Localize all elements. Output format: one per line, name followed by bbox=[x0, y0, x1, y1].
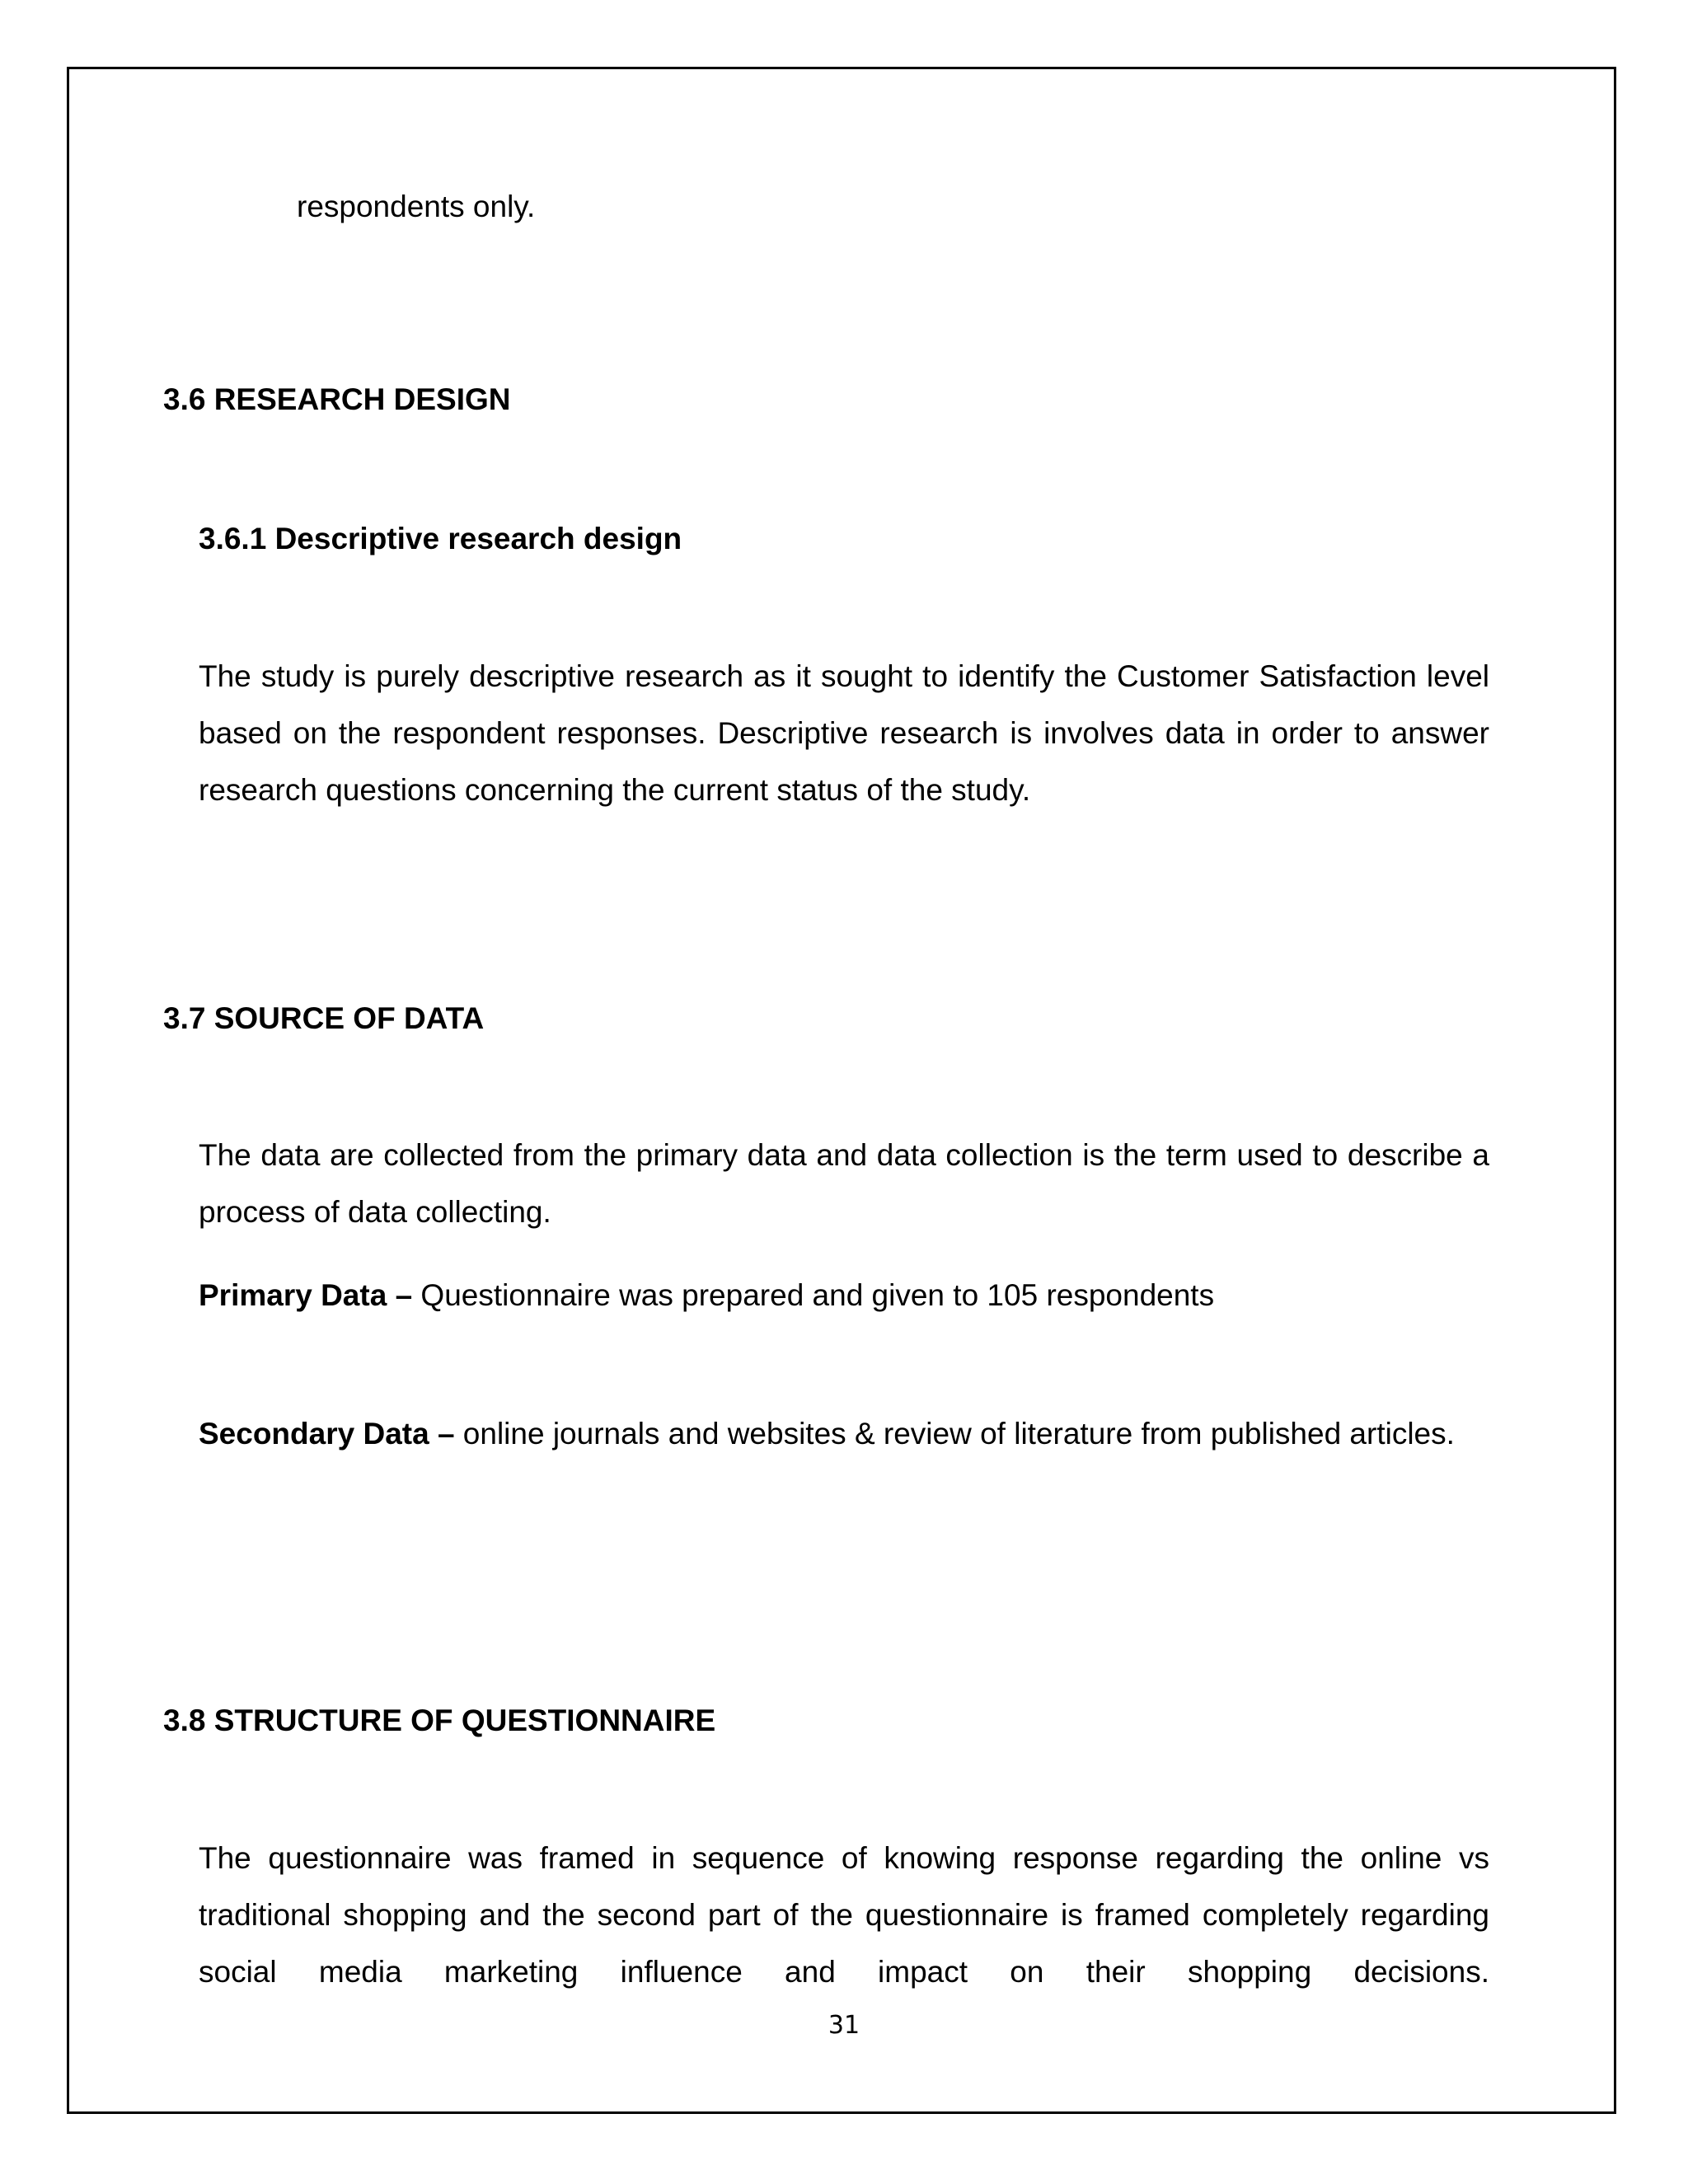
subheading-descriptive-research-design: 3.6.1 Descriptive research design bbox=[199, 522, 682, 555]
heading-structure-of-questionnaire: 3.8 STRUCTURE OF QUESTIONNAIRE bbox=[163, 1704, 716, 1737]
primary-data-text: Questionnaire was prepared and given to 105 respondents bbox=[412, 1278, 1215, 1312]
page-number: 31 bbox=[828, 2011, 860, 2040]
primary-data-label: Primary Data – bbox=[199, 1278, 413, 1312]
paragraph-source-of-data: The data are collected from the primary data and data collection is the term used to describe a process of data collecting. bbox=[199, 1138, 1489, 1229]
paragraph-structure-of-questionnaire: The questionnaire was framed in sequence of knowing response regarding the online vs traditional shopping and the second part of the questionnaire is framed completely regarding social media marketing influence and impact on their shopping decisions. bbox=[199, 1841, 1489, 1989]
secondary-data-item bbox=[199, 1405, 1489, 1462]
paragraph-descriptive-research: The study is purely descriptive research as it sought to identify the Customer Satisfaction level based on the respondent responses. Descriptive research is involves data in order to answer research questions concerning the current status of the study. bbox=[199, 659, 1489, 807]
primary-data-item bbox=[199, 1267, 1214, 1324]
heading-research-design: 3.6 RESEARCH DESIGN bbox=[163, 382, 511, 416]
heading-source-of-data: 3.7 SOURCE OF DATA bbox=[163, 1001, 485, 1035]
secondary-data-label: Secondary Data – bbox=[199, 1417, 455, 1451]
continuation-text: respondents only. bbox=[297, 190, 536, 223]
secondary-data-text: online journals and websites & review of literature from published articles. bbox=[454, 1417, 1455, 1451]
